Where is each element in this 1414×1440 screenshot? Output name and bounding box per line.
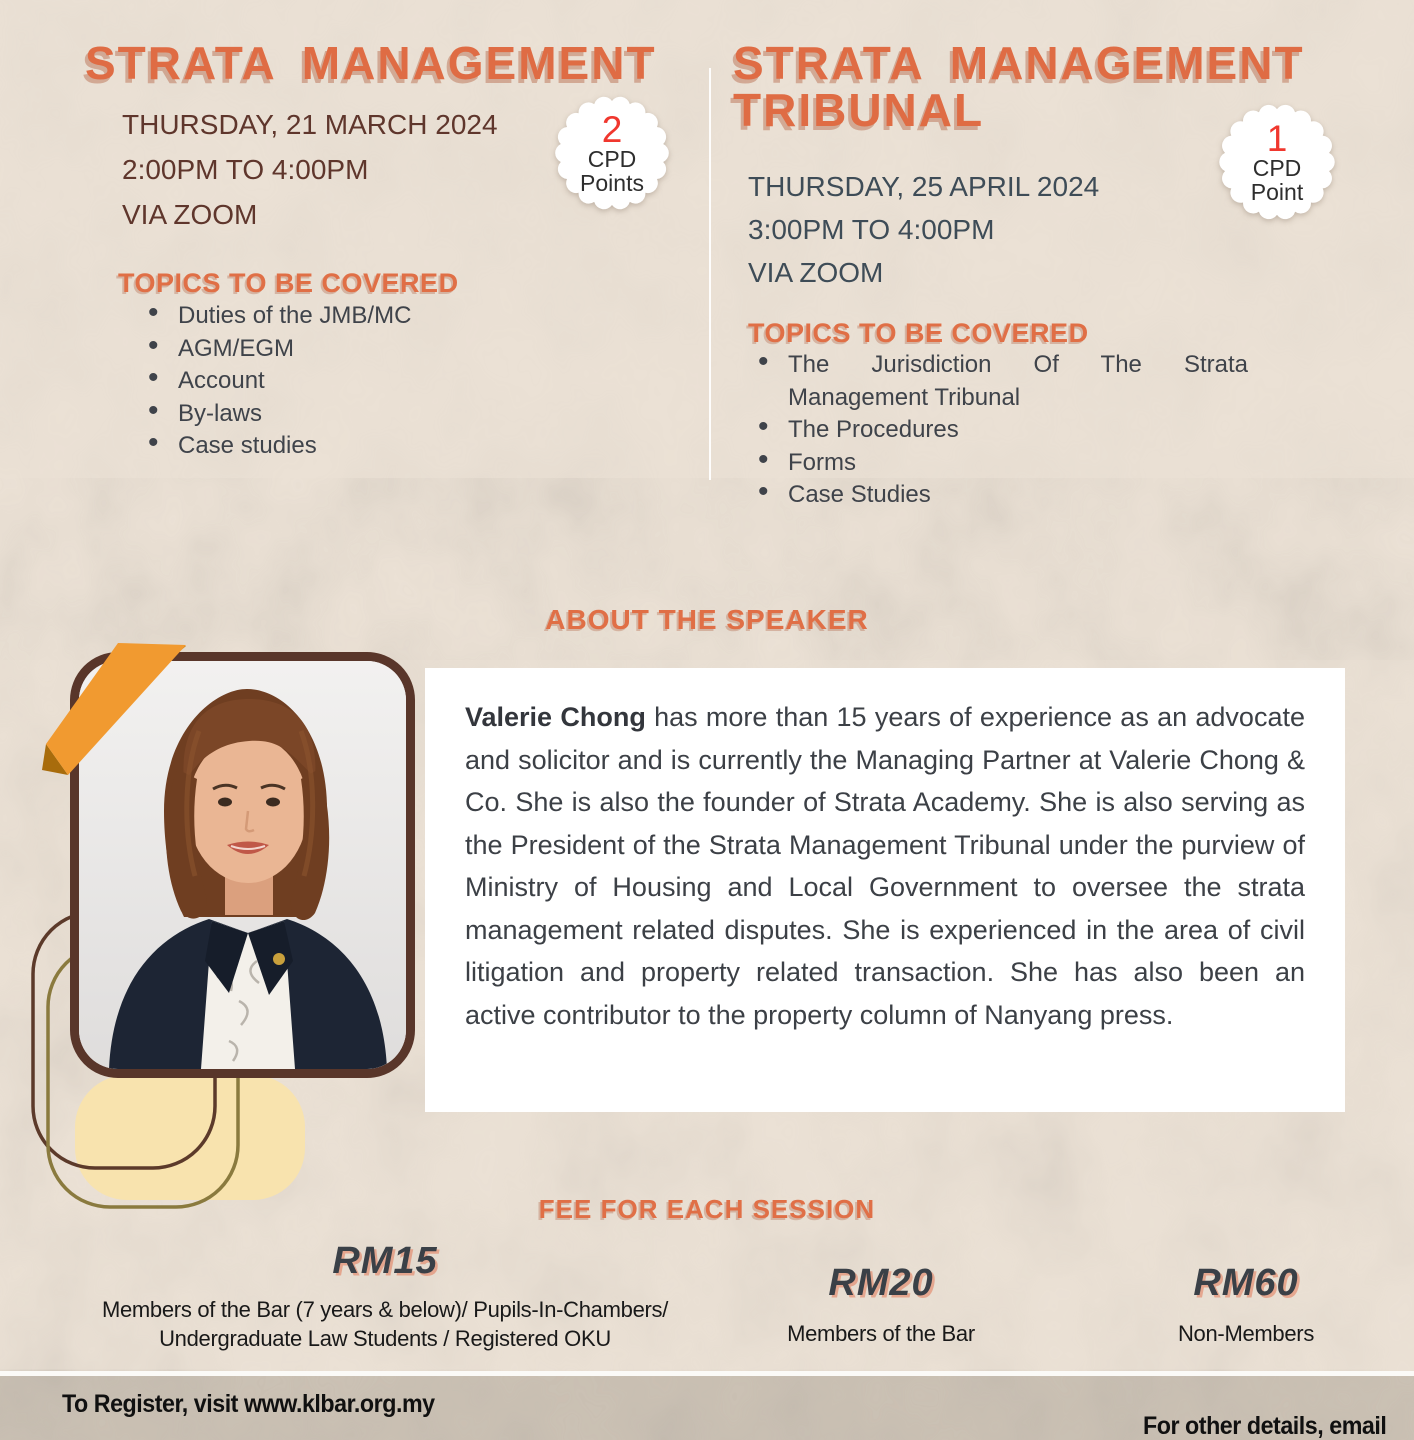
fee-caption <box>85 1295 685 1353</box>
topic-item: • By-laws <box>148 398 411 431</box>
cpd-badge-left <box>550 91 674 215</box>
session-left-title: STRATA MANAGEMENT <box>85 37 657 89</box>
topics-heading-left: TOPICS TO BE COVERED <box>118 268 459 298</box>
cpd-number: 1 <box>1266 117 1288 159</box>
footer-divider <box>0 1371 1414 1376</box>
session-right-title: STRATA MANAGEMENT TRIBUNAL <box>733 37 1305 136</box>
fee-caption: Members of the Bar <box>787 1321 975 1346</box>
session-left-date: THURSDAY, 21 MARCH 2024 <box>122 109 498 140</box>
fee-tier-rm20 <box>731 1262 1031 1348</box>
cpd-badge-right <box>1214 99 1340 225</box>
topics-list-left <box>148 300 411 463</box>
fee-price: RM60 <box>1193 1262 1299 1304</box>
column-divider <box>709 68 711 480</box>
fee-heading: FEE FOR EACH SESSION <box>538 1194 876 1224</box>
cpd-badge-left-text <box>550 91 674 215</box>
fee-caption-line: Undergraduate Law Students / Registered OKU <box>159 1326 611 1351</box>
topic-item: • Case Studies <box>758 479 1248 512</box>
cpd-unit: CPD <box>1252 155 1302 182</box>
fee-tier-rm15 <box>85 1240 685 1353</box>
cpd-badge-right-text <box>1214 99 1340 225</box>
session-right-time: 3:00PM TO 4:00PM <box>748 214 995 245</box>
topic-item: • Duties of the JMB/MC <box>148 300 411 333</box>
session-left-schedule <box>122 102 498 237</box>
topics-heading-right: TOPICS TO BE COVERED <box>748 318 1089 348</box>
ribbon-icon <box>40 636 210 786</box>
cpd-label: Points <box>580 169 644 196</box>
speaker-bio-text <box>465 696 1305 1036</box>
speaker-name: Valerie Chong <box>465 702 646 732</box>
topic-item: • The Procedures <box>758 414 1248 447</box>
session-left-venue: VIA ZOOM <box>122 199 258 230</box>
fee-caption-line: Members of the Bar (7 years & below)/ Pupils-In-Chambers/ <box>101 1297 669 1322</box>
cpd-unit: CPD <box>587 146 637 173</box>
topic-item: • Case studies <box>148 430 411 463</box>
topic-item: • Forms <box>758 447 1248 480</box>
speaker-bio-body: has more than 15 years of experience as an advocate and solicitor and is currently the Managing Partner at Valerie Chong & Co. She is also the founder of Strata Academy. She is also serving as the President of the Strata Management Tribunal under the purview of Ministry of Housing and Local Government to oversee the strata management related disputes. She is experienced in the area of civil litigation and property related transaction. She has also been an active contributor to the property column of Nanyang press. <box>465 702 1305 1030</box>
fee-caption: Non-Members <box>1177 1321 1315 1346</box>
about-speaker-heading: ABOUT THE SPEAKER <box>545 604 869 635</box>
topic-item: • The Jurisdiction Of The Strata Management Tribunal <box>758 349 1248 414</box>
topic-item: • AGM/EGM <box>148 333 411 366</box>
register-info: To Register, visit www.klbar.org.my <box>62 1390 435 1418</box>
topics-list-right <box>758 349 1248 512</box>
speaker-bio-card <box>425 668 1345 1112</box>
session-right-venue: VIA ZOOM <box>748 257 884 288</box>
fee-price: RM20 <box>828 1262 934 1304</box>
fee-tier-rm60 <box>1096 1262 1396 1348</box>
other-details-info: For other details, email <box>1143 1412 1387 1440</box>
session-right-schedule <box>748 165 1099 294</box>
session-left-time: 2:00PM TO 4:00PM <box>122 154 369 185</box>
cpd-label: Point <box>1250 178 1304 205</box>
fee-price: RM15 <box>332 1240 438 1282</box>
topic-item: • Account <box>148 365 411 398</box>
cpd-number: 2 <box>601 108 623 150</box>
session-right-date: THURSDAY, 25 APRIL 2024 <box>748 171 1100 202</box>
